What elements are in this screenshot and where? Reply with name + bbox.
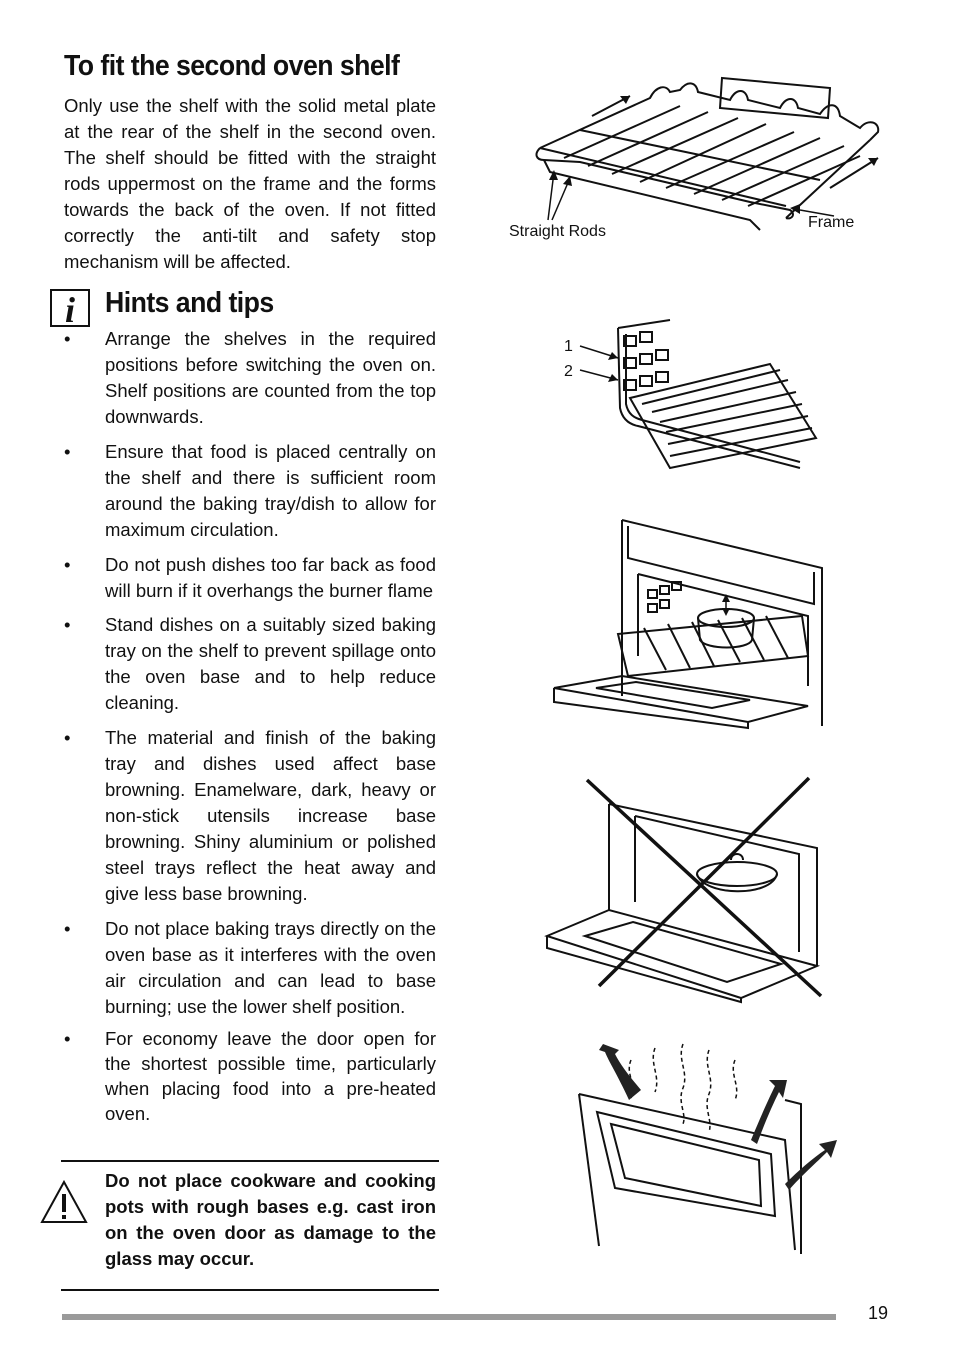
warning-text: Do not place cookware and cooking pots with rough bases e.g. cast iron on the oven door as damage to the glass may occur. [105,1170,436,1269]
list-item: • Do not place baking trays directly on the oven base as it interferes with the oven air circulation and can lead to base burning; use the lower shelf position. [64,918,436,1017]
label-position-2: 2 [564,363,573,380]
label-position-1: 1 [564,338,573,355]
list-item: • Stand dishes on a suitably sized baking tray on the shelf to prevent spillage onto the oven base and to help reduce cleaning. [64,614,436,713]
fit-shelf-paragraph: Only use the shelf with the solid metal plate at the rear of the shelf in the second oven. The shelf should be fitted with the straight rods uppermost on the frame and the forms towards the back of the oven. If not fitted correctly the anti-tilt and safety stop mechanism will be affected. [64,95,436,272]
dish-centred-figure [552,516,842,730]
footer-bar [62,1314,836,1320]
label-frame: Frame [808,214,855,231]
page-number: 19 [868,1303,889,1323]
warning-triangle-icon [40,1180,88,1224]
section-title-fit-shelf: To fit the second oven shelf [64,50,400,82]
list-item: • Ensure that food is placed centrally on the shelf and there is sufficient room around the baking tray/dish to allow for maximum circulation. [64,441,436,540]
label-straight-rods: Straight Rods [509,223,606,240]
info-icon: i [50,289,90,327]
dish-on-base-crossed-figure [543,776,825,1002]
warning-rule-top [61,1160,439,1162]
list-item: • Do not push dishes too far back as food will burn if it overhangs the burner flame [64,554,436,601]
list-item: • For economy leave the door open for the shortest possible time, particularly when placing food into a pre-heated oven. [64,1028,436,1124]
list-item: • The material and finish of the baking tray and dishes used affect base browning. Enamelware, dark, heavy or non-stick utensils increase base browning. Shiny aluminium or polished steel trays reflect the heat away and give less base browning. [64,727,436,904]
heat-escape-figure [575,1040,845,1260]
shelf-positions-figure [560,318,840,478]
hints-list [64,326,436,1126]
section-title-hints: Hints and tips [105,287,274,319]
list-item: • Arrange the shelves in the required positions before switching the oven on. Shelf positions are counted from the top downwards. [64,328,436,427]
shelf-figure [500,70,900,250]
warning-rule-bottom [61,1289,439,1291]
